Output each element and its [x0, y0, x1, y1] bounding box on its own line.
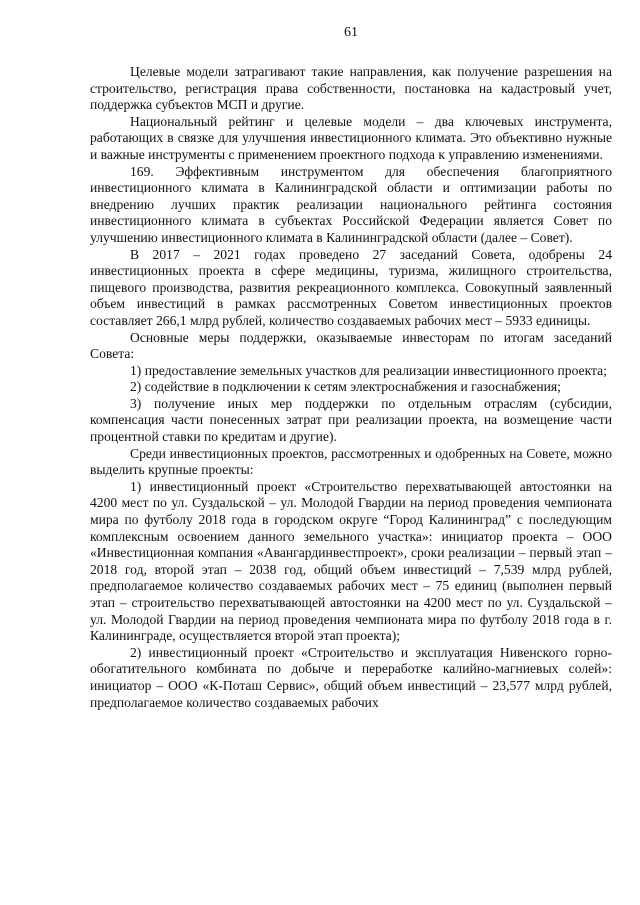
list-item-grid-connection: 2) содействие в подключении к сетям электроснабжения и газоснабжения; — [130, 379, 561, 395]
list-item-mining-project: 2) инвестиционный проект «Строительство и эксплуатация Нивенского горно-обогатительного комбината по добыче и переработке калийно-магниевых солей»: инициатор – ООО «К-Поташ Сервис», общий объем инвестиций – 23,577 млрд рублей, предполагаемое количество создаваемых рабочих — [90, 644, 612, 710]
paragraph-council-meetings: В 2017 – 2021 годах проведено 27 заседаний Совета, одобрены 24 инвестиционных проекта в сфере медицины, туризма, жилищного строительства, пищевого производства, развития рекреационного комплекса. Совокупный заявленный объем инвестиций в рамках рассмотренных Советом инвестиционных проектов составляет 266,1 млрд рублей, количество создаваемых рабочих мест – 5933 единицы. — [90, 246, 612, 328]
list-item-land-plots: 1) предоставление земельных участков для реализации инвестиционного проекта; — [130, 362, 607, 378]
paragraph-national-rating: Национальный рейтинг и целевые модели – два ключевых инструмента, работающих в связке для улучшения инвестиционного климата. Это объективно нужные и важные инструменты с применением проектного подхода к управлению изменениями. — [90, 113, 612, 162]
page-number: 61 — [344, 25, 358, 40]
paragraph-target-models: Целевые модели затрагивают такие направления, как получение разрешения на строительство, регистрация права собственности, постановка на кадастровый учет, поддержка субъектов МСП и другие. — [90, 64, 612, 113]
list-item-other-support: 3) получение иных мер поддержки по отдельным отраслям (субсидии, компенсация части понесенных затрат при реализации проекта, на возмещение части процентной ставки по кредитам и другие). — [90, 395, 612, 445]
paragraph-large-projects-intro: Среди инвестиционных проектов, рассмотренных и одобренных на Совете, можно выделить крупные проекты: — [90, 445, 612, 478]
paragraph-169-council: 169. Эффективным инструментом для обеспечения благоприятного инвестиционного климата в Калининградской области и оптимизации работы по внедрению лучших практик реализации национального рейтинга состояния инвестиционного климата в субъектах Российской Федерации является Совет по улучшению инвестиционного климата в Калининградской области (далее – Совет). — [90, 163, 612, 245]
paragraph-support-measures-intro: Основные меры поддержки, оказываемые инвесторам по итогам заседаний Совета: — [90, 329, 612, 362]
document-page — [90, 24, 612, 711]
list-item-parking-project: 1) инвестиционный проект «Строительство перехватывающей автостоянки на 4200 мест по ул. Суздальской – ул. Молодой Гвардии на период проведения чемпионата мира по футболу 2018 года в городском округе “Город Калининград” с последующим комплексным освоением данного земельного участка»: инициатор проекта – ООО «Инвестиционная компания «Авангардинвестпроект», сроки реализации – первый этап – 2018 год, второй этап – 2038 год, общий объем инвестиций – 7,539 млрд рублей, предполагаемое количество создаваемых рабочих мест – 75 единиц (выполнен первый этап – строительство перехватывающей автостоянки на 4200 мест по ул. Суздальской – ул. Молодой Гвардии на период проведения чемпионата мира по футболу 2018 года в г. Калининграде, осуществляется второй этап проекта); — [90, 478, 612, 644]
